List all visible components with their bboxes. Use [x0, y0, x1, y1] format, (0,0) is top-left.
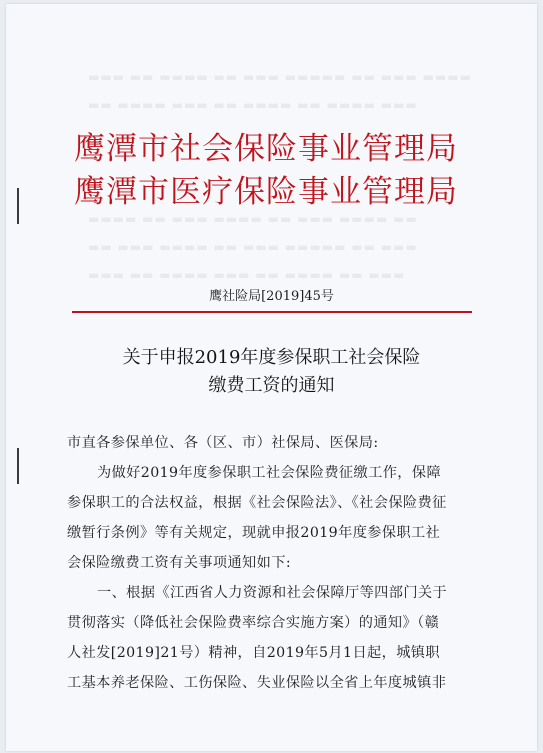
paragraph-2-line: 工基本养老保险、工伤保险、失业保险以全省上年度城镇非	[67, 675, 447, 691]
binding-mark	[17, 448, 19, 484]
issuing-org-line-2: 鹰潭市医疗保险事业管理局	[74, 174, 458, 210]
paragraph-1-line: 为做好2019年度参保职工社会保险费征缴工作，保障	[97, 465, 442, 481]
paragraph-1-line: 缴暂行条例》等有关规定，现就申报2019年度参保职工社	[67, 525, 441, 541]
paragraph-2-line: 人社发[2019]21号）精神，自2019年5月1日起，城镇职	[67, 645, 440, 661]
show-through-texture: ▬▬▬ ▬▬ ▬▬▬▬ ▬▬ ▬▬▬ ▬▬▬▬▬ ▬▬ ▬▬▬ ▬▬▬▬	[88, 70, 472, 84]
show-through-texture: ▬▬▬▬ ▬▬ ▬▬▬ ▬▬▬▬ ▬▬ ▬▬▬ ▬▬▬▬ ▬▬	[88, 212, 418, 226]
salutation: 市直各参保单位、各（区、市）社保局、医保局:	[67, 435, 379, 451]
red-separator-rule	[72, 311, 472, 313]
document-number: 鹰社险局[2019]45号	[209, 289, 334, 304]
notice-title-line-2: 缴费工资的通知	[208, 375, 335, 396]
show-through-texture: ▬▬ ▬▬▬▬ ▬▬▬ ▬▬ ▬▬▬▬ ▬▬ ▬▬▬▬ ▬▬▬	[88, 98, 418, 112]
paragraph-2-line: 一、根据《江西省人力资源和社会保障厅等四部门关于	[97, 585, 448, 601]
paragraph-1-line: 参保职工的合法权益，根据《社会保险法》、《社会保险费征	[67, 495, 447, 511]
paragraph-2-line: 贯彻落实（降低社会保险费率综合实施方案）的通知》（赣	[67, 615, 440, 631]
paragraph-1-line: 会保险缴费工资有关事项通知如下:	[67, 555, 291, 571]
binding-mark	[17, 188, 19, 224]
issuing-org-line-1: 鹰潭市社会保险事业管理局	[74, 131, 458, 167]
notice-title-line-1: 关于申报2019年度参保职工社会保险	[122, 347, 421, 368]
show-through-texture: ▬▬ ▬▬▬ ▬▬▬▬ ▬▬ ▬▬▬ ▬▬▬▬▬ ▬▬ ▬▬▬	[88, 240, 418, 254]
show-through-texture: ▬▬▬ ▬▬ ▬▬▬▬ ▬▬▬ ▬▬ ▬▬▬▬ ▬▬ ▬▬▬	[88, 268, 406, 282]
